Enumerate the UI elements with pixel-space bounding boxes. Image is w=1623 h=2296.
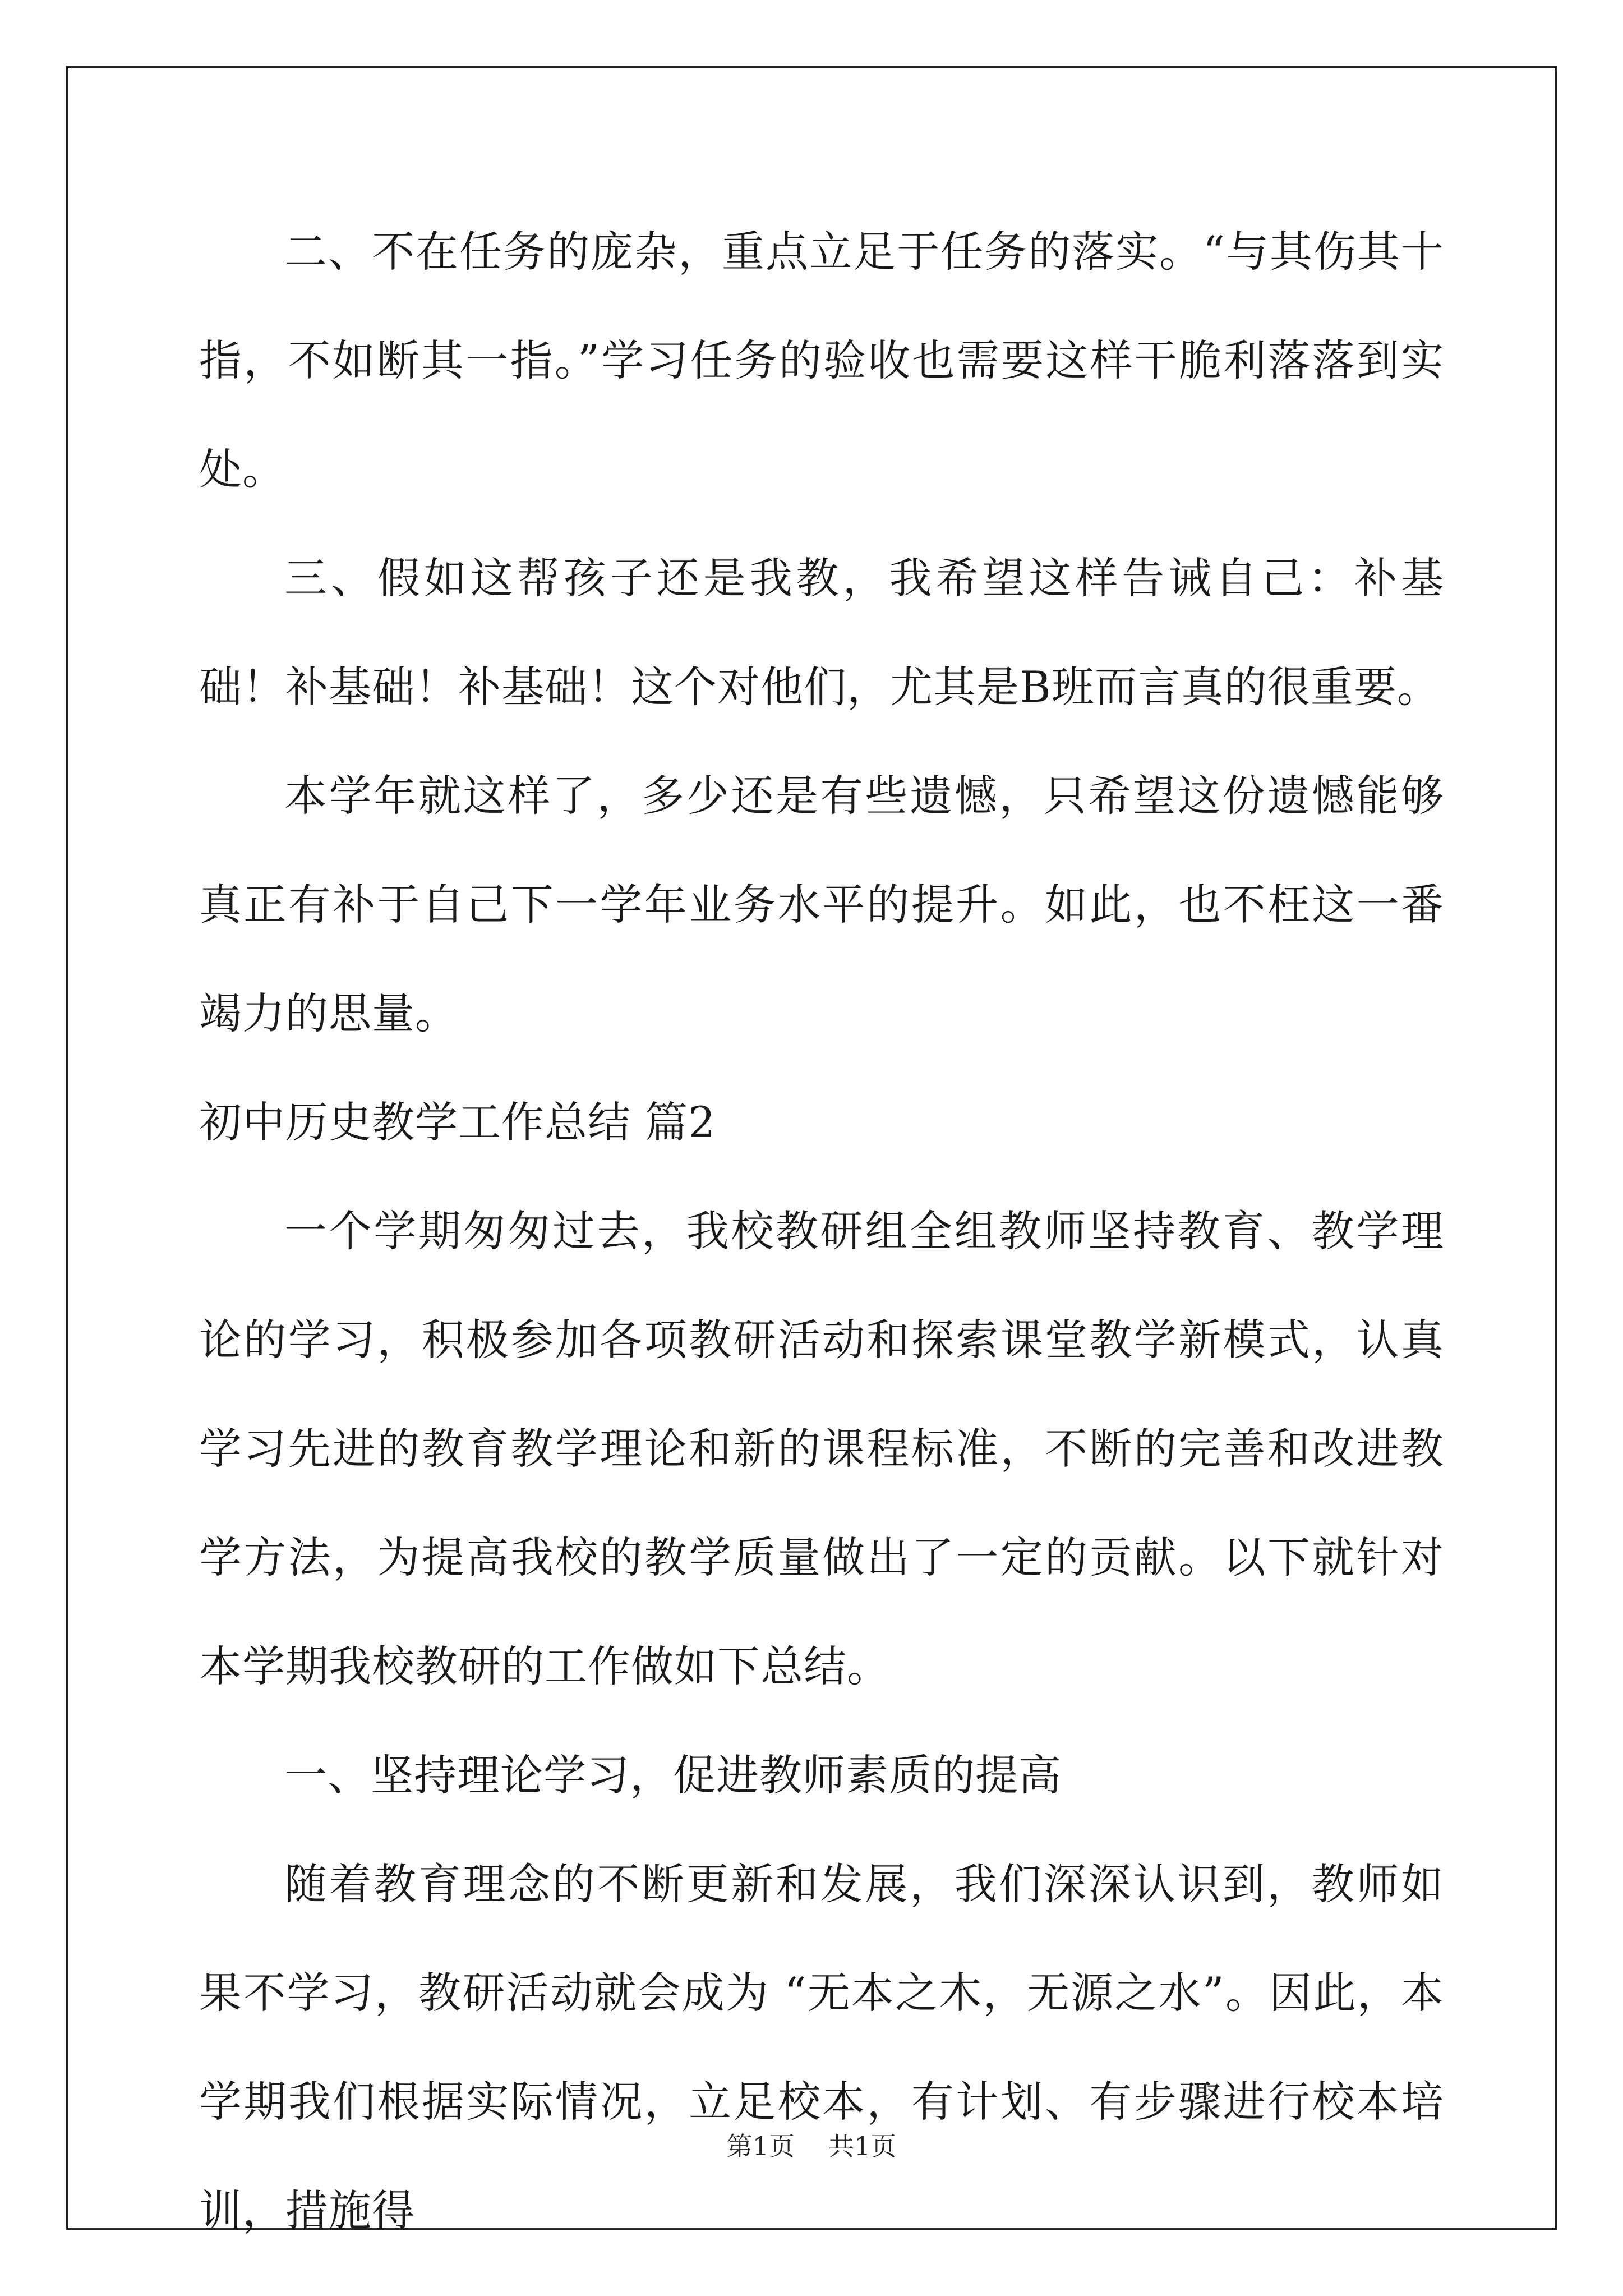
section-title: 初中历史教学工作总结 篇2 [199, 1097, 716, 1147]
paragraph-learning: 随着教育理念的不断更新和发展，我们深深认识到，教师如果不学习，教研活动就会成为 “无本之木，无源之水”。因此，本学期我们根据实际情况，立足校本，有计划、有步骤进行校本培训，措施得 [199, 1859, 1444, 2235]
paragraph-heading-theory: 一、坚持理论学习，促进教师素质的提高 [284, 1750, 1062, 1800]
paragraph-basics: 三、假如这帮孩子还是我教，我希望这样告诫自己：补基础！补基础！补基础！这个对他们，尤其是B班而言真的很重要。 [199, 553, 1444, 712]
page-total: 共1页 [828, 2131, 897, 2161]
page-number: 第1页 [726, 2131, 795, 2161]
page-footer [0, 2126, 1623, 2163]
paragraph-semester-intro: 一个学期匆匆过去，我校教研组全组教师坚持教育、教学理论的学习，积极参加各项教研活动和探索课堂教学新模式，认真学习先进的教育教学理论和新的课程标准，不断的完善和改进教学方法，为提高我校的教学质量做出了一定的贡献。以下就针对本学期我校教研的工作做如下总结。 [199, 1206, 1444, 1691]
paragraph-reflection: 本学年就这样了，多少还是有些遗憾，只希望这份遗憾能够真正有补于自己下一学年业务水平的提升。如此，也不枉这一番竭力的思量。 [199, 771, 1444, 1038]
paragraph-task-focus: 二、不在任务的庞杂，重点立足于任务的落实。“与其伤其十指，不如断其一指。”学习任务的验收也需要这样干脆利落落到实处。 [199, 227, 1444, 494]
document-body [199, 197, 1444, 2265]
